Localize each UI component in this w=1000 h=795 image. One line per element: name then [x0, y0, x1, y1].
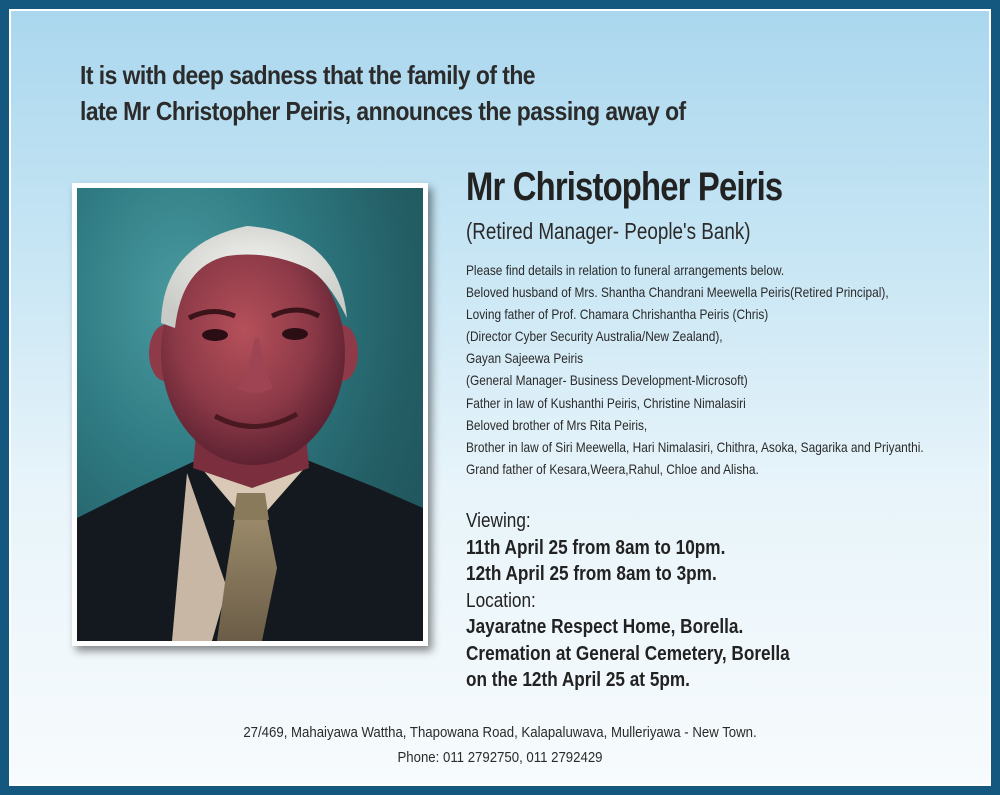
funeral-details: [466, 259, 942, 480]
address: 27/469, Mahaiyawa Wattha, Thapowana Road, Kalapaluwava, Mulleriyawa - New Town.: [243, 724, 757, 741]
detail-line: (Director Cyber Security Australia/New Zealand),: [466, 328, 723, 345]
detail-line: (General Manager- Business Development-Microsoft): [466, 372, 748, 389]
deceased-title: (Retired Manager- People's Bank): [466, 218, 751, 244]
detail-line: Father in law of Kushanthi Peiris, Christine Nimalasiri: [466, 394, 746, 411]
detail-line: Please find details in relation to funeral arrangements below.: [466, 262, 785, 278]
detail-line: Loving father of Prof. Chamara Chrishantha Peiris (Chris): [466, 306, 769, 323]
detail-line: Beloved brother of Mrs Rita Peiris,: [466, 416, 648, 433]
contact-footer: [0, 720, 1000, 770]
location-value: Jayaratne Respect Home, Borella.: [466, 616, 744, 638]
viewing-time-1: 11th April 25 from 8am to 10pm.: [466, 536, 726, 559]
headline-line-1: It is with deep sadness that the family of the: [80, 60, 536, 90]
headline: [80, 57, 837, 129]
detail-line: Brother in law of Siri Meewella, Hari Nimalasiri, Chithra, Asoka, Sagarika and Priyanthi.: [466, 438, 924, 455]
schedule: [466, 508, 862, 694]
cremation-line-1: Cremation at General Cemetery, Borella: [466, 642, 790, 665]
detail-line: Grand father of Kesara,Weera,Rahul, Chloe and Alisha.: [466, 460, 759, 477]
cremation-line-2: on the 12th April 25 at 5pm.: [466, 669, 690, 691]
phone-numbers: Phone: 011 2792750, 011 2792429: [397, 749, 603, 766]
viewing-label: Viewing:: [466, 510, 531, 532]
deceased-name: Mr Christopher Peiris: [466, 165, 783, 209]
portrait-photo: [77, 188, 423, 641]
viewing-time-2: 12th April 25 from 8am to 3pm.: [466, 563, 717, 585]
detail-line: Gayan Sajeewa Peiris: [466, 350, 584, 367]
location-label: Location:: [466, 589, 536, 612]
detail-line: Beloved husband of Mrs. Shantha Chandrani Meewella Peiris(Retired Principal),: [466, 284, 889, 301]
portrait-frame: [72, 183, 428, 646]
headline-line-2: late Mr Christopher Peiris, announces the passing away of: [80, 96, 686, 126]
